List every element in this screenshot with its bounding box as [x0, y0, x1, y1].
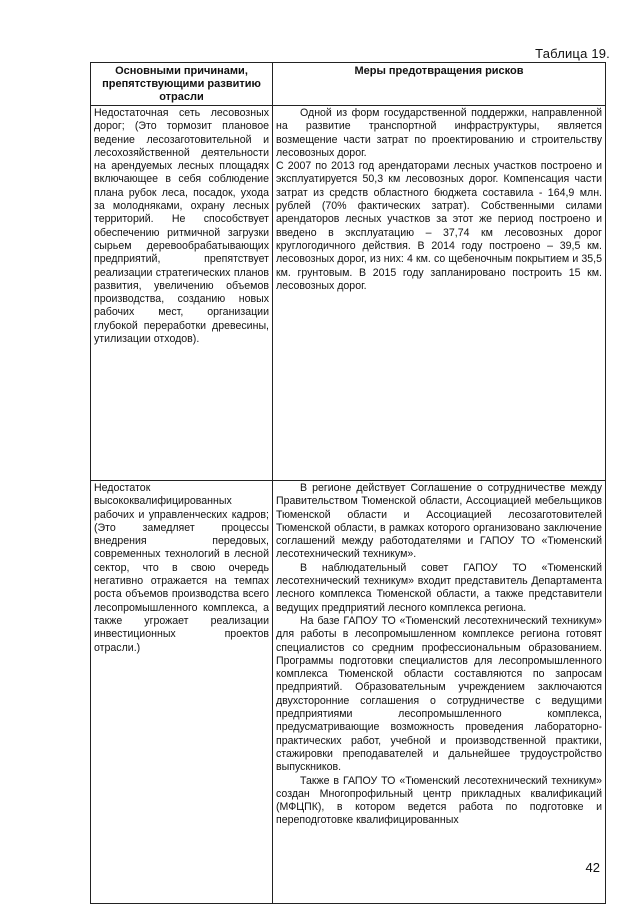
- cause-text: Недостаточная сеть лесовозных дорог; (Это тормозит плановое ведение лесозаготовительной и лесохозяйственной деятельности на арендуемых лесных площадях включающее в себя соблюдение плана рубок леса, посадок, ухода за молодняками, охрану лесных территорий. Не способствует обеспечению ритмичной загрузки сырьем деревообрабатывающих предприятий, препятствует реализации стратегических планов развития, увеличению объемов производства, созданию новых рабочих мест, организации глубокой переработки древесины, утилизации отходов).: [94, 107, 269, 346]
- measure-paragraph: На базе ГАПОУ ТО «Тюменский лесотехнический техникум» для работы в лесопромышленном комплексе региона готовят специалистов со средним профессиональным образованием. Программы подготовки специалистов для лесопромышленного комплекса Тюменской области составляются по запросам предприятий. Образовательным учреждением заключаются двухсторонние соглашения о сотрудничестве с ведущими предприятиями лесопромышленного комплекса, предусматривающие возможность проведения лабораторно-практических работ, учебной и производственной практики, стажировки преподавателей и дальнейшее трудоустройство выпускников.: [276, 614, 602, 774]
- measure-paragraph: С 2007 по 2013 год арендаторами лесных участков построено и эксплуатируется 50,3 км лесовозных дорог. Компенсация части затрат из средств областного бюджета составила - 164,9 млн. рублей (70% фактических затрат). Собственными силами арендаторов лесных участков за этот же период построено и введено в эксплуатацию – 37,74 км лесовозных дорог круглогодичного действия. В 2014 году построено – 39,5 км. лесовозных дорог, из них: 4 км. со щебеночным покрытием и 35,5 км. грунтовым. В 2015 году запланировано построить 15 км. лесовозных дорог.: [276, 160, 602, 292]
- header-measures: Меры предотвращения рисков: [273, 63, 606, 106]
- measure-cell: [273, 106, 606, 481]
- page-number: 42: [585, 860, 600, 875]
- measure-paragraph: В наблюдательный совет ГАПОУ ТО «Тюменский лесотехнический техникум» входит представитель Департамента лесного комплекса Тюменской области, а также представители ведущих предприятий лесного комплекса региона.: [276, 561, 602, 614]
- cause-cell: [91, 481, 273, 904]
- table-row: [91, 106, 606, 481]
- risk-table: [90, 62, 606, 904]
- header-causes: Основными причинами, препятствующими развитию отрасли: [91, 63, 273, 106]
- measure-paragraph: В регионе действует Соглашение о сотрудничестве между Правительством Тюменской области, Ассоциацией мебельщиков Тюменской области и Ассоциацией лесозаготовителей Тюменской области, в рамках которого организовано заключение соглашений между работодателями и ГАПОУ ТО «Тюменский лесотехнический техникум».: [276, 482, 602, 561]
- cause-text: Недостаток высококвалифицированных рабочих и управленческих кадров; (Это замедляет процессы внедрения передовых, современных технологий в лесной сектор, что в свою очередь негативно отражается на темпах роста объемов производства всего лесопромышленного комплекса, а также угрожает реализации инвестиционных проектов отрасли.): [94, 482, 269, 654]
- measure-cell: [273, 481, 606, 904]
- measure-paragraph: Также в ГАПОУ ТО «Тюменский лесотехнический техникум» создан Многопрофильный центр прикладных квалификаций (МФЦПК), в котором ведется работа по подготовке и переподготовке квалифицированных: [276, 774, 602, 827]
- table-header-row: [91, 63, 606, 106]
- table-row: [91, 481, 606, 904]
- cause-cell: [91, 106, 273, 481]
- table-caption: Таблица 19.: [535, 46, 610, 61]
- measure-paragraph: Одной из форм государственной поддержки, направленной на развитие транспортной инфраструктуры, является возмещение части затрат по проектированию и строительству лесовозных дорог.: [276, 107, 602, 159]
